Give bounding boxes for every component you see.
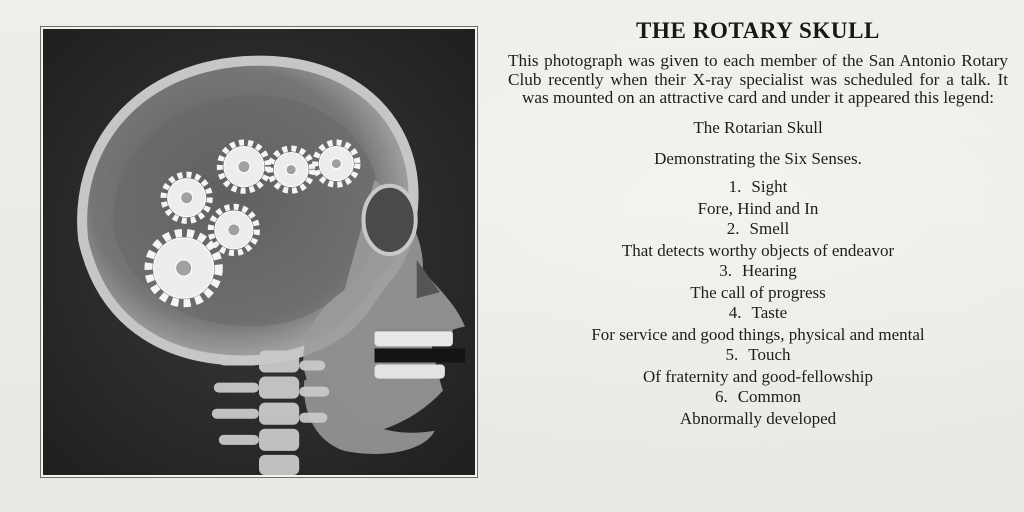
- sense-number: 6.: [714, 386, 728, 406]
- sense-name: Sight: [751, 176, 788, 196]
- sense-name: Taste: [751, 302, 788, 322]
- sense-name: Hearing: [741, 260, 797, 280]
- sense-heading: [508, 345, 1008, 364]
- legend-subtitle: Demonstrating the Six Senses.: [654, 148, 862, 168]
- sense-name: Smell: [749, 218, 790, 238]
- article-intro-paragraph: This photograph was given to each member of the San Antonio Rotary Club recently when their X-ray specialist was scheduled for a talk. It was mounted on an attractive card and under it appeared this legend:: [508, 51, 1008, 107]
- sense-name: Touch: [748, 344, 791, 364]
- sense-heading: [508, 219, 1008, 238]
- sense-heading: [508, 261, 1008, 280]
- sense-heading: [508, 303, 1008, 322]
- article-title: THE ROTARY SKULL: [636, 18, 880, 43]
- sense-item: [508, 219, 1008, 261]
- sense-description: Of fraternity and good-fellowship: [643, 366, 873, 386]
- legend-title: The Rotarian Skull: [693, 117, 823, 137]
- sense-description: Fore, Hind and In: [697, 198, 819, 218]
- sense-heading: [508, 177, 1008, 196]
- sense-description: Abnormally developed: [679, 408, 837, 428]
- sense-item: [508, 261, 1008, 303]
- sense-name: Common: [737, 386, 802, 406]
- senses-list: [508, 177, 1008, 429]
- sense-item: [508, 387, 1008, 429]
- skull-xray-photo: [43, 29, 475, 475]
- sense-description: The call of progress: [690, 282, 826, 302]
- sense-item: [508, 345, 1008, 387]
- sense-number: 1.: [728, 176, 742, 196]
- sense-number: 2.: [726, 218, 740, 238]
- article-column: [508, 18, 1008, 429]
- sense-number: 3.: [719, 260, 732, 280]
- sense-number: 5.: [725, 344, 739, 364]
- sense-heading: [508, 387, 1008, 406]
- sense-number: 4.: [728, 302, 742, 322]
- skull-xray-illustration: [43, 29, 475, 475]
- sense-item: [508, 177, 1008, 219]
- sense-description: That detects worthy objects of endeavor: [621, 240, 895, 260]
- xray-photo-frame: [40, 26, 478, 478]
- sense-item: [508, 303, 1008, 345]
- sense-description: For service and good things, physical and mental: [591, 324, 925, 344]
